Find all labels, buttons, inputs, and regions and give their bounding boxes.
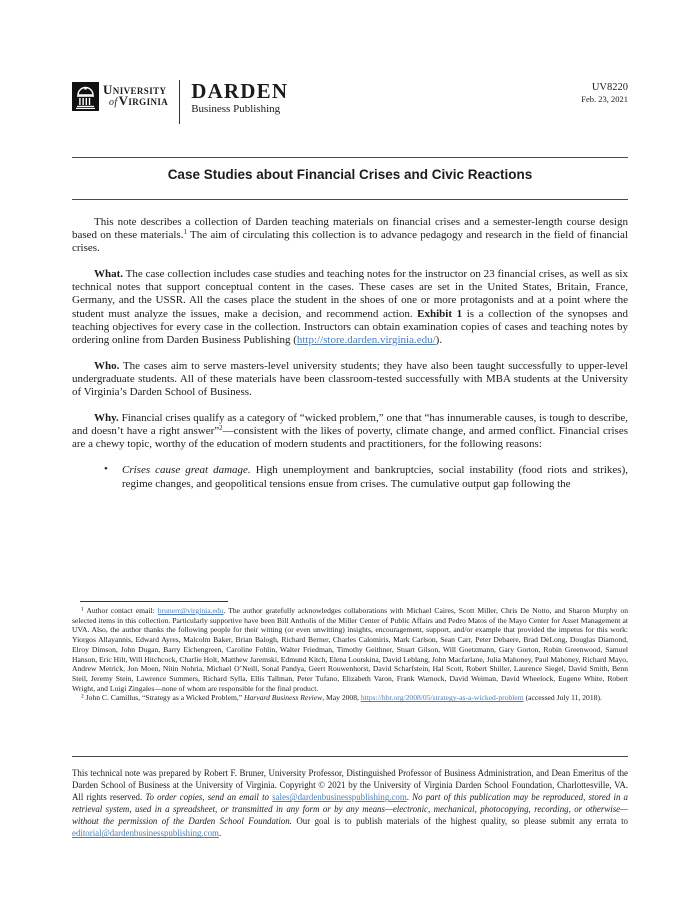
publisher-logo — [72, 78, 628, 124]
hbr-url-link[interactable]: https://hbr.org/2008/05/strategy-as-a-wicked-problem — [360, 693, 524, 703]
reasons-list — [72, 464, 628, 490]
paragraph-what — [72, 268, 628, 347]
attribution-text-d: . — [218, 828, 222, 839]
university-of-virginia-wordmark — [103, 84, 168, 108]
bullet-italic-lead: Crises cause great damage. — [122, 464, 251, 477]
attribution-rule — [72, 756, 628, 757]
attribution-text-b: . — [406, 792, 413, 803]
attribution-text-c: Our goal is to publish materials of the highest quality, so please submit any errata to — [291, 816, 628, 827]
footnote-2-text-b: , May 2008, — [322, 693, 361, 703]
sales-email-link[interactable]: sales@dardenbusinesspublishing.com — [272, 792, 407, 803]
page-title: Case Studies about Financial Crises and Civic Reactions — [167, 167, 533, 182]
logo-divider — [179, 80, 180, 124]
footnote-ref-1[interactable]: 1 — [183, 228, 187, 237]
why-text-b: —consistent with the likes of poverty, climate change, and armed conflict. Financial crises are a chewy topic, worthy of the education of modern students and practitioners, for the following reasons: — [72, 425, 628, 451]
document-body — [72, 216, 628, 491]
darden-name: DARDEN — [191, 79, 289, 103]
intro-text-b: The aim of circulating this collection is to advance pedagogy and research in the field of financial crises. — [72, 229, 628, 255]
store-url-link[interactable]: http://store.darden.virginia.edu/ — [296, 333, 436, 346]
darden-tagline: Business Publishing — [191, 103, 281, 115]
hbr-journal-title: Harvard Business Review — [244, 693, 323, 703]
document-date: Feb. 23, 2021 — [581, 94, 628, 104]
virginia-word: ofVirginia — [109, 93, 169, 108]
document-meta — [581, 82, 628, 105]
darden-wordmark — [191, 79, 289, 116]
who-lead: Who. — [94, 359, 120, 372]
who-text: The cases aim to serve masters-level university students; they have also been taught successfully to upper-level undergraduate students. All of these materials have been classroom-tested successfully with MBA students at the University of Virginia’s Darden School of Business. — [72, 359, 628, 399]
footnote-2 — [72, 693, 628, 703]
footnote-2-text-a: John C. Camillus, “Strategy as a Wicked Problem,” — [83, 693, 245, 703]
footnote-1-marker: 1 — [81, 606, 84, 613]
author-email-link[interactable]: brunerr@virginia.edu — [157, 606, 224, 615]
list-item-crises-damage — [100, 464, 628, 490]
paragraph-why — [72, 412, 628, 451]
uva-rotunda-icon — [72, 82, 99, 111]
exhibit-1-reference: Exhibit 1 — [417, 307, 463, 320]
footnote-1-text-b: . The author gratefully acknowledges collaborations with Michael Caires, Scott Miller, Chris De Notto, and Sharon Murphy on selected items in this collection. Particularly supportive have been Bill Antholis of the Miller Center of Public Affairs and Pedro Matos of the Mayo Center for Asset Management at UVA. Also, the author thanks the following people for their witting (or even unwitting) insights, encouragement, support, and/or example that provided the impetus for this work: Yiorgos Allayannis, Edward Ayres, Malcolm Baker, Brian Balogh, Richard Berner, Charles Calomiris, Mark Carlson, Sean Carr, Peter Debaere, Brad DeLong, Douglas Diamond, Elroy Dimson, John Dugan, Barry Eichengreen, Caroline Fohlin, Walter Friedman, Timothy Geithner, Stuart Gilson, Will Goetzmann, Gary Gorton, Robin Greenwood, Samuel Hanson, Eric Hilt, Will Hitchcock, Charlie Holt, Matthew Jaremski, Edmund Kitch, Elena Loutskina, David Leblang, John Macfarlane, Julia Mahoney, Paul Mahoney, Richard Mayo, Andrew Metrick, Jon Moen, Nitin Nohria, Michael O’Neill, Sonal Pandya, Geert Rouwenhorst, David Scharfstein, Hal Scott, Robert Shiller, Laurence Siegel, David Smith, Benn Steil, Jeremy Stein, Lawrence Summers, Richard Sylla, Ellis Tallman, Peter Tufano, Elizabeth Varon, Frank Warnock, David Weiman, David Wheelock, Eugene White, Robert Wright, and Luigi Zingales—none of whom are responsible for the final product. — [72, 606, 629, 693]
what-text-a: The case collection includes case studies and teaching notes for the instructor on 23 financial crises, as well as six technical notes that support conceptual content in the cases. These cases are set in the United States, Britain, France, Germany, and the USSR. All the cases place the student in the shoes of one or more protagonists and at a point where the student must analyze the issues, make a decision, and recommend action. — [72, 268, 628, 320]
title-rule-bottom — [72, 199, 628, 200]
bullet-text: High unemployment and bankruptcies, social instability (food riots and strikes), regime changes, and geopolitical tensions ensue from crises. The cumulative output gap following the — [122, 464, 628, 490]
attribution-italic-b: No part of this publication may be reproduced, stored in a retrieval system, used in a spreadsheet, or transmitted in any form or by any means—electronic, mechanical, photocopying, recording, or otherwise—without the permission of the Darden School Foundation. — [72, 792, 628, 827]
footnote-2-marker: 2 — [81, 693, 84, 700]
footnote-1-text-a: Author contact email: — [83, 606, 158, 615]
footnote-separator — [80, 601, 228, 602]
document-header — [72, 78, 628, 130]
footnote-1 — [72, 606, 628, 693]
paragraph-intro — [72, 216, 628, 255]
attribution-italic-a: To order copies, send an email to — [145, 792, 273, 803]
attribution-text-a: This technical note was prepared by Robert F. Bruner, University Professor, Distinguished Professor of Business Administration, and Dean Emeritus of the Darden School of Business at the University of Virginia. Copyright © 2021 by the University of Virginia Darden School Foundation, Charlottesville, VA. All rights reserved. — [72, 768, 628, 803]
footnotes-section — [72, 606, 628, 703]
title-rule-top — [72, 157, 628, 158]
document-number: UV8220 — [591, 82, 628, 93]
bullet-icon: • — [104, 463, 108, 476]
why-text-a: Financial crises qualify as a category of “wicked problem,” one that “has innumerable causes, is tough to describe, and doesn’t have a right answer” — [72, 412, 628, 438]
why-lead: Why. — [94, 412, 119, 425]
attribution-block — [72, 767, 628, 840]
what-text-c: ). — [435, 333, 443, 346]
paragraph-who — [72, 360, 628, 399]
footnote-2-text-c: (accessed July 11, 2018). — [523, 693, 602, 703]
intro-text-a: This note describes a collection of Darden teaching materials on financial crises and a semester-length course design based on these materials. — [72, 216, 628, 242]
editorial-email-link[interactable]: editorial@dardenbusinesspublishing.com — [72, 828, 219, 839]
university-word: University — [103, 82, 167, 97]
of-word: of — [109, 97, 118, 108]
footnote-ref-2[interactable]: 2 — [219, 424, 223, 433]
what-lead: What. — [94, 268, 124, 281]
what-text-b: is a collection of the synopses and teaching objectives for every case in the collection. Instructors can obtain examination copies of cases and teaching notes by ordering online from Darden Business Publishing ( — [72, 307, 628, 346]
